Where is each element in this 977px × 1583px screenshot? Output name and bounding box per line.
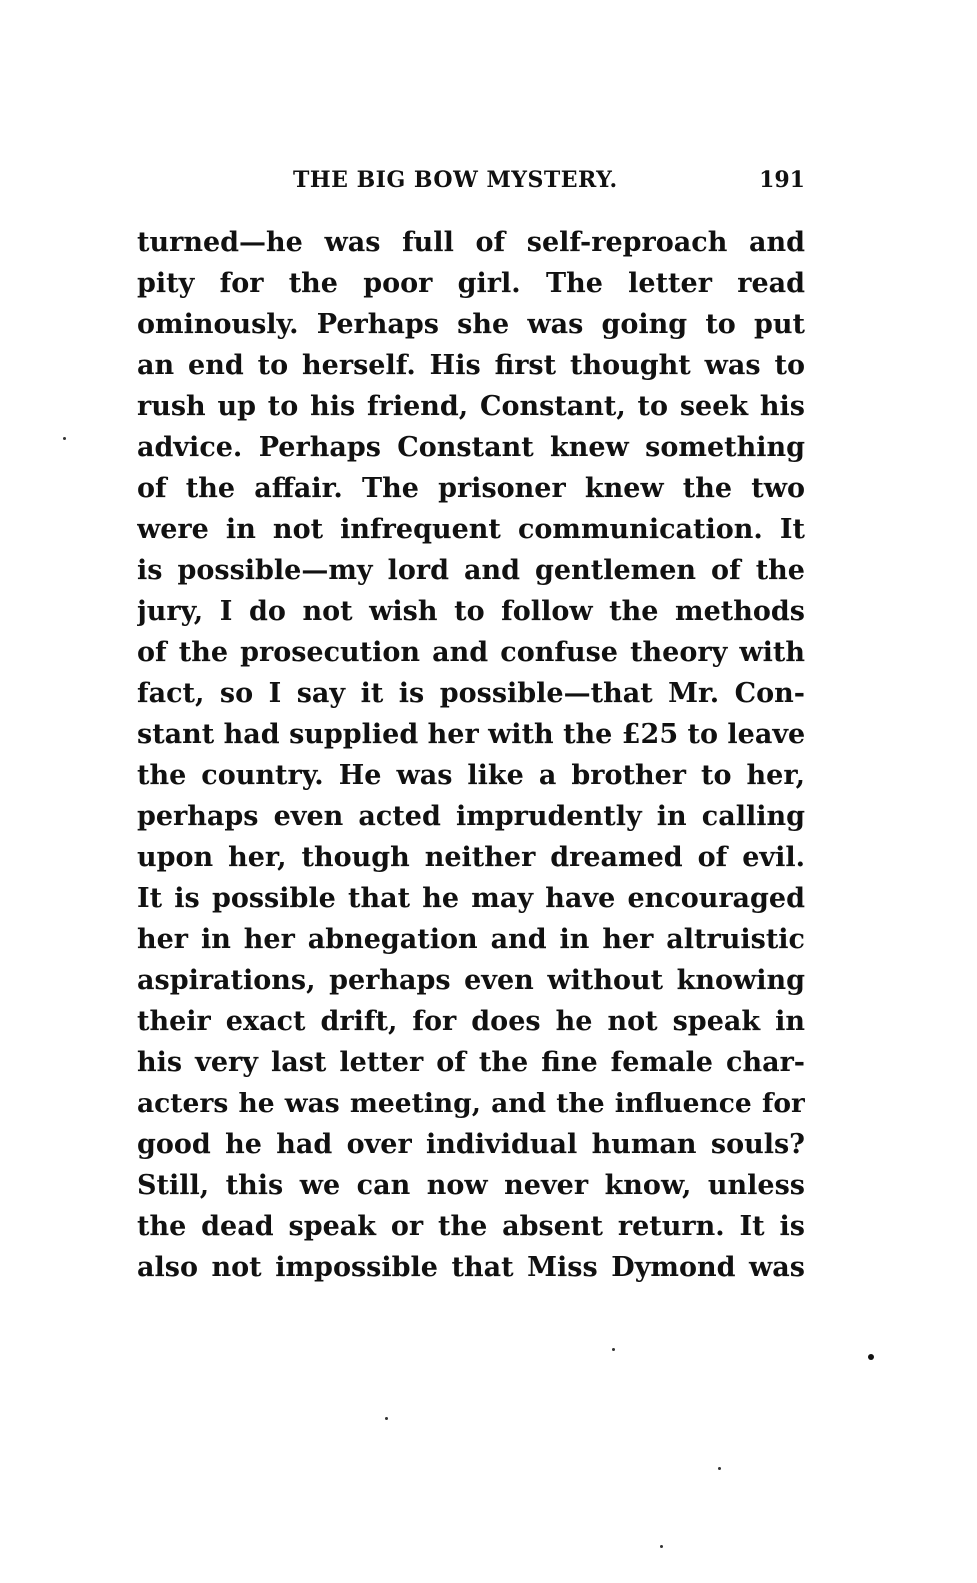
text-line: his very last letter of the fine female char- [137, 1047, 805, 1078]
scan-speck [63, 437, 66, 440]
text-line: upon her, though neither dreamed of evil. [137, 842, 805, 873]
text-line: were in not infrequent communication. It [137, 514, 805, 545]
running-header [137, 160, 807, 200]
text-line: of the affair. The prisoner knew the two [137, 473, 805, 504]
text-line: good he had over individual human souls? [137, 1129, 805, 1160]
text-line: advice. Perhaps Constant knew something [137, 432, 805, 463]
text-line: fact, so I say it is possible—that Mr. Con- [137, 678, 805, 709]
text-line: the dead speak or the absent return. It is [137, 1211, 805, 1242]
scan-speck [660, 1545, 663, 1548]
text-line: also not impossible that Miss Dymond was [137, 1252, 805, 1283]
scan-speck [718, 1467, 721, 1470]
text-line: ominously. Perhaps she was going to put [137, 309, 805, 340]
text-line: jury, I do not wish to follow the methods [137, 596, 805, 627]
scan-speck [612, 1348, 615, 1351]
text-line: an end to herself. His first thought was to [137, 350, 805, 381]
scan-speck [385, 1417, 388, 1420]
text-line: It is possible that he may have encouraged [137, 883, 805, 914]
text-line: perhaps even acted imprudently in calling [137, 801, 805, 832]
text-line: stant had supplied her with the £25 to leave [137, 719, 805, 750]
page-number: 191 [759, 167, 805, 193]
text-line: of the prosecution and confuse theory with [137, 637, 805, 668]
body-text [137, 222, 805, 1288]
text-line: turned—he was full of self-reproach and [137, 227, 805, 258]
text-line: acters he was meeting, and the influence for [137, 1088, 805, 1119]
text-line: the country. He was like a brother to her, [137, 760, 805, 791]
text-line: her in her abnegation and in her altruistic [137, 924, 805, 955]
running-title: THE BIG BOW MYSTERY. [293, 167, 618, 193]
text-line: their exact drift, for does he not speak in [137, 1006, 805, 1037]
scan-speck [868, 1354, 874, 1360]
text-line: aspirations, perhaps even without knowing [137, 965, 805, 996]
text-line: is possible—my lord and gentlemen of the [137, 555, 805, 586]
text-line: rush up to his friend, Constant, to seek his [137, 391, 805, 422]
text-line: Still, this we can now never know, unless [137, 1170, 805, 1201]
text-line: pity for the poor girl. The letter read [137, 268, 805, 299]
